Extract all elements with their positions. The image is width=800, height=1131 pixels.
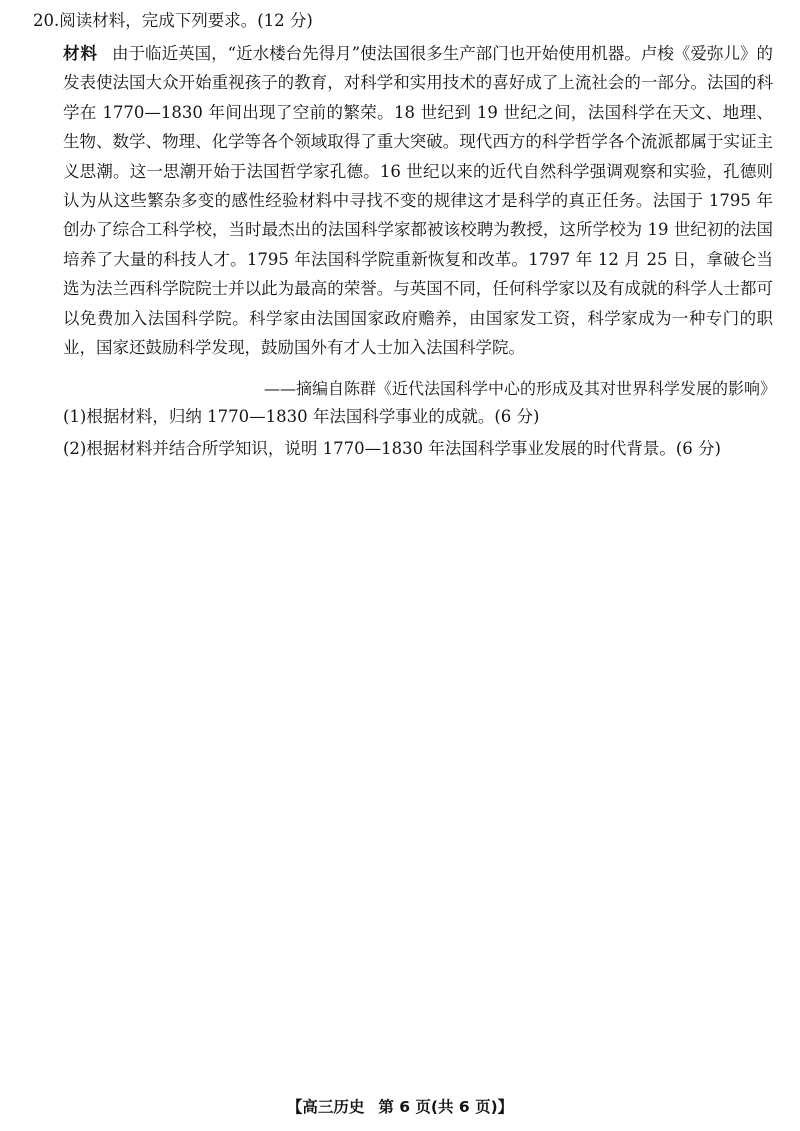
sub-question-1: (1)根据材料，归纳 1770—1830 年法国科学事业的成就。(6 分) [63, 407, 540, 426]
material-text: 由于临近英国，“近水楼台先得月”使法国很多生产部门也开始使用机器。卢梭《爱弥儿》的发表使法国大众开始重视孩子的教育，对科学和实用技术的喜好成了上流社会的一部分。法国的科学在 1770—1830 年间出现了空前的繁荣。18 世纪到 19 世纪之间，法国科学在天文、地理、生物、数学、物理、化学等各个领域取得了重大突破。现代西方的科学哲学各个流派都属于实证主义思潮。这一思潮开始于法国哲学家孔德。16 世纪以来的近代自然科学强调观察和实验，孔德则认为从这些繁杂多变的感性经验材料中寻找不变的规律这才是科学的真正任务。法国于 1795 年创办了综合工科学校，当时最杰出的法国科学家都被该校聘为教授，这所学校为 19 世纪初的法国培养了大量的科技人才。1795 年法国科学院重新恢复和改革。1797 年 12 月 25 日，拿破仑当选为法兰西科学院院士并以此为最高的荣誉。与英国不同，任何科学家以及有成就的科学人士都可以免费加入法国科学院。科学家由法国国家政府赡养，由国家发工资，科学家成为一种专门的职业，国家还鼓励科学发现，鼓励国外有才人士加入法国科学院。 [63, 44, 773, 358]
material-label: 材料 [63, 44, 99, 63]
footer-subject: 【高三历史 [286, 1098, 365, 1116]
footer-page-number: 第 6 页(共 6 页)】 [378, 1098, 514, 1116]
material-paragraph [63, 39, 773, 362]
question-title: 20.阅读材料，完成下列要求。(12 分) [33, 11, 313, 30]
source-citation: ——摘编自陈群《近代法国科学中心的形成及其对世界科学发展的影响》 [263, 379, 776, 398]
sub-question-2: (2)根据材料并结合所学知识，说明 1770—1830 年法国科学事业发展的时代背景。(6 分) [63, 439, 721, 458]
page-footer [0, 1096, 800, 1118]
